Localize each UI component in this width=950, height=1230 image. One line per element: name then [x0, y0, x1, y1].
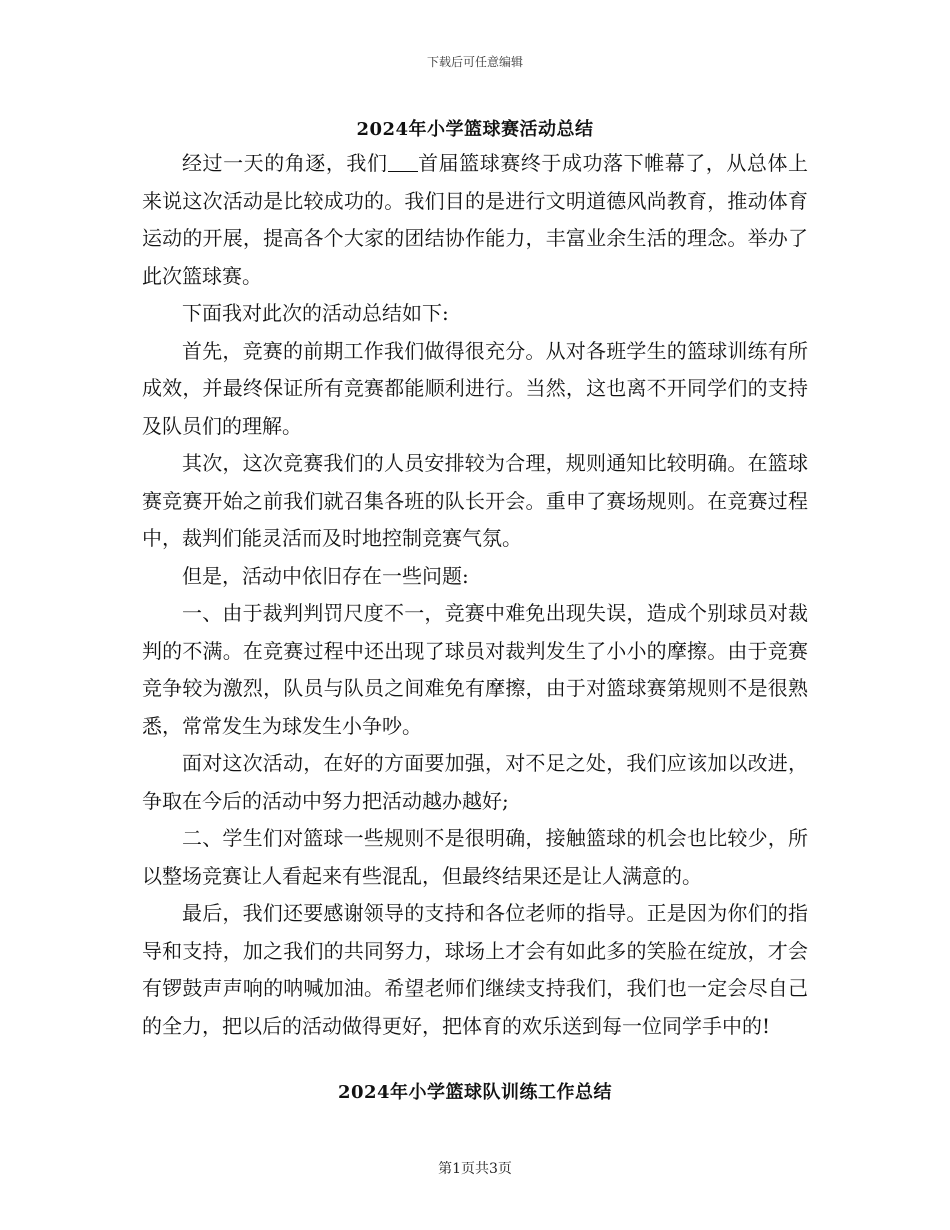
paragraph-improvement: 面对这次活动，在好的方面要加强，对不足之处，我们应该加以改进，争取在今后的活动中努力把活动越办越好; — [142, 751, 808, 813]
paragraph-first-point: 首先，竞赛的前期工作我们做得很充分。从对各班学生的篮球训练有所成效，并最终保证所有竞赛都能顺利进行。当然，这也离不开同学们的支持及队员们的理解。 — [142, 338, 808, 438]
document-title: 2024年小学篮球赛活动总结 — [356, 119, 594, 140]
paragraph-intro-rest: 首届篮球赛终于成功落下帷幕了，从总体上来说这次活动是比较成功的。我们目的是进行文明道德风尚教育，推动体育运动的开展，提高各个大家的团结协作能力，丰富业余生活的理念。举办了此次篮球赛。 — [142, 151, 809, 288]
paragraph-intro-start: 经过一天的角逐，我们 — [182, 151, 388, 175]
page-number: 第1页共3页 — [438, 1161, 512, 1177]
second-document-title: 2024年小学篮球队训练工作总结 — [337, 1082, 613, 1103]
paragraph-problem-two: 二、学生们对篮球一些规则不是很明确，接触篮球的机会也比较少，所以整场竞赛让人看起来有些混乱，但最终结果还是让人满意的。 — [142, 826, 808, 888]
fill-in-blank — [388, 151, 418, 172]
paragraph-intro — [142, 145, 808, 295]
paragraph-closing: 最后，我们还要感谢领导的支持和各位老师的指导。正是因为你们的指导和支持，加之我们的共同努力，球场上才会有如此多的笑脸在绽放，才会有锣鼓声声响的呐喊加油。希望老师们继续支持我们，我们也一定会尽自己的全力，把以后的活动做得更好，把体育的欢乐送到每一位同学手中的! — [142, 901, 808, 1038]
paragraph-summary-lead: 下面我对此次的活动总结如下: — [182, 301, 449, 325]
paragraph-problem-one: 一、由于裁判判罚尺度不一，竞赛中难免出现失误，造成个别球员对裁判的不满。在竞赛过程中还出现了球员对裁判发生了小小的摩擦。由于竞赛竞争较为激烈，队员与队员之间难免有摩擦，由于对篮球赛第规则不是很熟悉，常常发生为球发生小争吵。 — [142, 601, 808, 738]
paragraph-second-point: 其次，这次竞赛我们的人员安排较为合理，规则通知比较明确。在篮球赛竞赛开始之前我们就召集各班的队长开会。重申了赛场规则。在竞赛过程中，裁判们能灵活而及时地控制竞赛气氛。 — [142, 451, 808, 550]
document-body — [142, 145, 808, 1045]
page-header-note: 下载后可任意编辑 — [426, 55, 523, 69]
paragraph-problems-lead: 但是，活动中依旧存在一些问题: — [182, 563, 469, 588]
